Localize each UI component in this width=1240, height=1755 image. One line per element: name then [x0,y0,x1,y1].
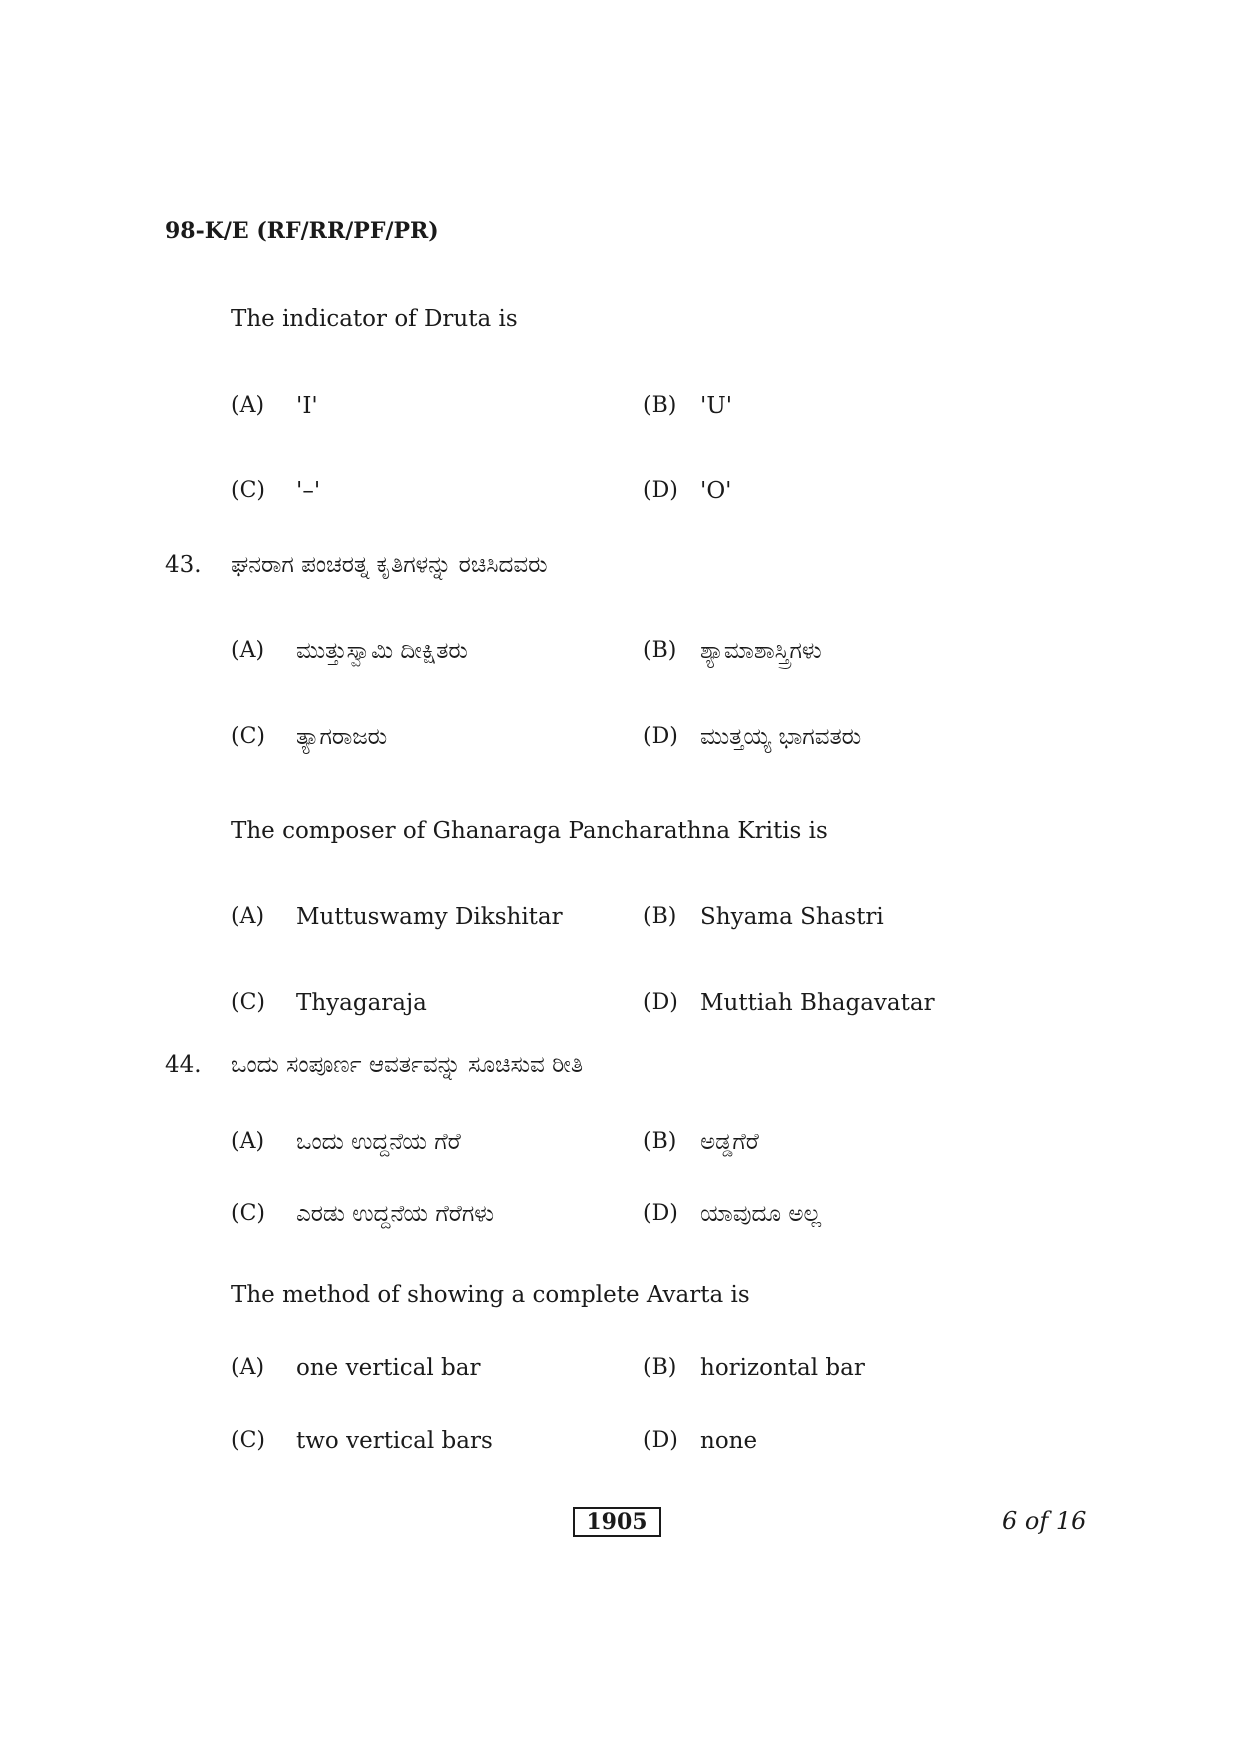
option-text: horizontal bar [700,1355,865,1381]
option-letter: (B) [643,1129,677,1154]
option-letter: (D) [643,724,678,749]
option-letter: (B) [643,904,677,929]
question-text: The indicator of Druta is [231,306,518,332]
option-text: ಮುತ್ತುಸ್ವಾಮಿ ದೀಕ್ಷಿತರು [296,638,468,664]
option-text: ಅಡ್ಡಗೆರೆ [700,1129,759,1155]
option-letter: (C) [231,1201,265,1226]
option-text: 'U' [700,393,733,419]
option-text: none [700,1428,758,1454]
question-number: 44. [165,1052,202,1078]
question-number: 43. [165,552,202,578]
option-text: Muttuswamy Dikshitar [296,904,563,930]
option-text: one vertical bar [296,1355,481,1381]
option-text: ಮುತ್ತಯ್ಯ ಭಾಗವತರು [700,724,862,750]
question-text: The method of showing a complete Avarta is [231,1282,750,1308]
option-text: ಶ್ಯಾಮಾಶಾಸ್ತ್ರಿಗಳು [700,638,822,664]
option-text: Shyama Shastri [700,904,884,930]
option-text: Thyagaraja [296,990,427,1016]
option-letter: (D) [643,990,678,1015]
option-letter: (A) [231,904,265,929]
option-letter: (B) [643,638,677,663]
option-text: '–' [296,478,321,504]
option-text: two vertical bars [296,1428,493,1454]
option-letter: (C) [231,724,265,749]
option-letter: (A) [231,638,265,663]
option-letter: (B) [643,393,677,418]
option-letter: (A) [231,1355,265,1380]
option-text: Muttiah Bhagavatar [700,990,935,1016]
page-number: 6 of 16 [1002,1507,1087,1535]
option-letter: (A) [231,1129,265,1154]
option-text: ತ್ಯಾಗರಾಜರು [296,724,388,750]
option-letter: (C) [231,990,265,1015]
option-letter: (A) [231,393,265,418]
question-text: The composer of Ghanaraga Pancharathna Kritis is [231,818,828,844]
footer-code-box: 1905 [573,1507,661,1537]
paper-code-header: 98-K/E (RF/RR/PF/PR) [165,218,439,244]
question-text: ಘನರಾಗ ಪಂಚರತ್ನ ಕೃತಿಗಳನ್ನು ರಚಿಸಿದವರು [231,552,548,578]
option-letter: (C) [231,1428,265,1453]
option-text: 'O' [700,478,732,504]
option-text: ಯಾವುದೂ ಅಲ್ಲ [700,1201,822,1227]
option-letter: (D) [643,1428,678,1453]
option-letter: (B) [643,1355,677,1380]
question-text: ಒಂದು ಸಂಪೂರ್ಣ ಆವರ್ತವನ್ನು ಸೂಚಿಸುವ ರೀತಿ [231,1052,584,1078]
option-letter: (D) [643,478,678,503]
option-text: ಒಂದು ಉದ್ದನೆಯ ಗೆರೆ [296,1129,461,1155]
option-letter: (D) [643,1201,678,1226]
option-text: ಎರಡು ಉದ್ದನೆಯ ಗೆರೆಗಳು [296,1201,495,1227]
option-letter: (C) [231,478,265,503]
option-text: 'I' [296,393,318,419]
